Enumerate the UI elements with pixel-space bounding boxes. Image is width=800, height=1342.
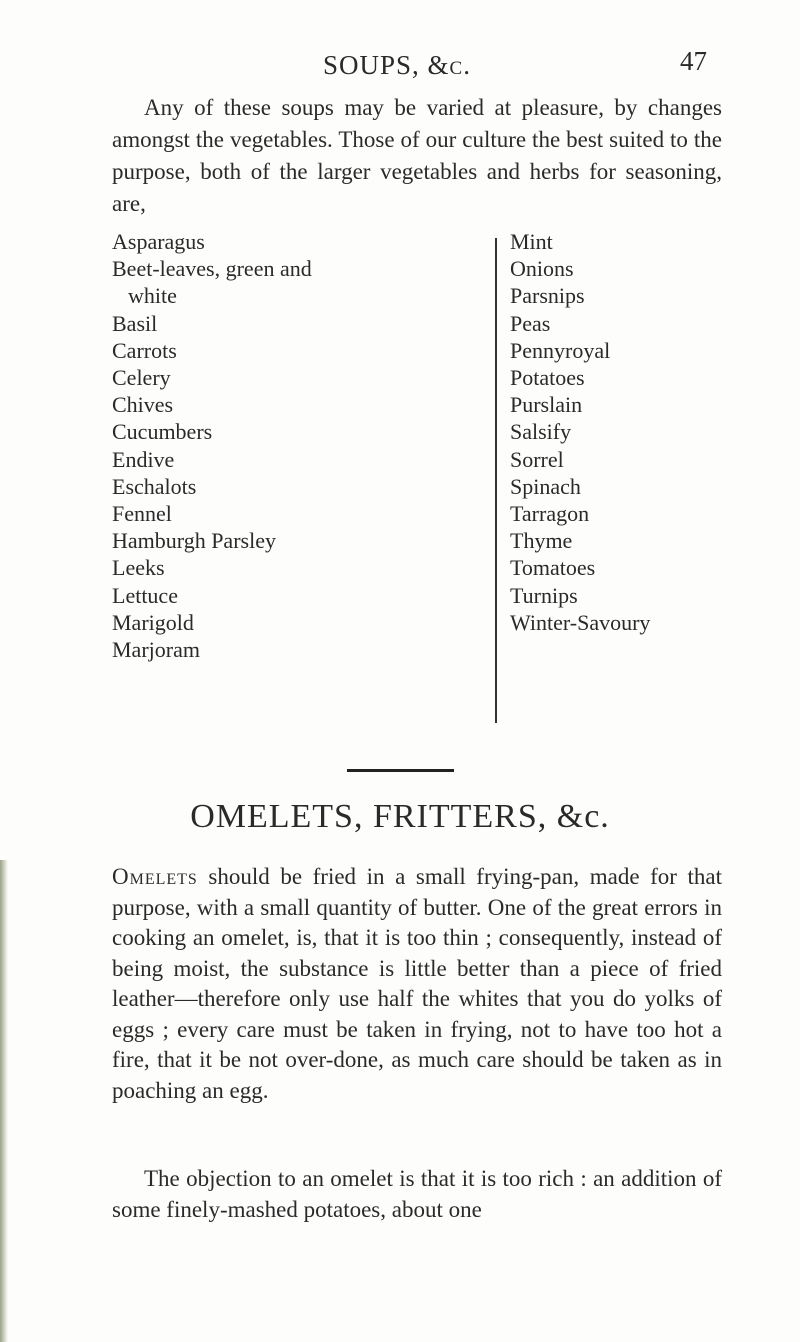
list-item: Pennyroyal xyxy=(510,337,611,363)
list-item: Asparagus xyxy=(112,229,205,254)
list-item: Lettuce xyxy=(112,582,178,608)
section-heading: OMELETS, FRITTERS, &c. xyxy=(190,798,610,835)
list-item: Marigold xyxy=(112,609,194,635)
list-item: Fennel xyxy=(112,501,172,527)
list-item: Tomatoes xyxy=(510,555,596,581)
omelets-paragraph-2: The objection to an omelet is that it is too rich : an addition of some finely-mashed potatoes, about one xyxy=(112,1166,722,1222)
list-item: Eschalots xyxy=(112,473,197,499)
list-item: Peas xyxy=(510,310,551,336)
list-item: Basil xyxy=(112,310,158,336)
list-item: Cucumbers xyxy=(112,419,213,445)
list-item: white xyxy=(128,283,177,309)
running-title: SOUPS, &c. xyxy=(323,50,471,80)
list-item: Chives xyxy=(112,392,174,418)
column-divider xyxy=(495,238,497,723)
page-number: 47 xyxy=(680,46,707,76)
running-head xyxy=(0,44,800,84)
paragraph-1-text: should be fried in a small frying-pan, made for that purpose, with a small quantity of butter. One of the great errors in cooking an omelet, is, that it is too thin ; consequently, instead of being moist, the substance is little better than a piece of fried leather—therefore only use half the whites that you do yolks of eggs ; every care must be taken in frying, not to have too hot a fire, that it be not over-done, as much care should be taken as in poaching an egg. xyxy=(112,864,722,1103)
vegetable-list-left xyxy=(112,228,362,663)
intro-paragraph: Any of these soups may be varied at pleasure, by changes amongst the vegetables. Those of our culture the best suited to the purpose, both of the larger vegetables and herbs for seasoning, are, xyxy=(112,95,722,216)
list-item: Onions xyxy=(510,256,574,282)
list-item: Leeks xyxy=(112,555,165,581)
list-item: Celery xyxy=(112,365,171,391)
list-item: Endive xyxy=(112,446,175,472)
lead-word: Omelets xyxy=(112,864,198,889)
list-item: Hamburgh Parsley xyxy=(112,528,276,554)
list-item: Salsify xyxy=(510,419,572,445)
vegetable-list-right xyxy=(510,228,750,636)
page-edge-shadow xyxy=(0,860,8,1342)
section-rule xyxy=(347,769,454,772)
list-item: Turnips xyxy=(510,582,578,608)
omelets-paragraph-1 xyxy=(112,862,722,1106)
list-item: Beet-leaves, green and xyxy=(112,256,312,282)
list-item: Tarragon xyxy=(510,501,590,527)
list-item: Winter-Savoury xyxy=(510,609,651,635)
list-item: Thyme xyxy=(510,528,573,554)
list-item: Sorrel xyxy=(510,446,564,472)
list-item: Carrots xyxy=(112,337,177,363)
list-item: Potatoes xyxy=(510,365,585,391)
list-item: Parsnips xyxy=(510,283,585,309)
list-item: Mint xyxy=(510,229,553,254)
vegetable-list xyxy=(112,228,732,728)
list-item: Purslain xyxy=(510,392,583,418)
list-item: Spinach xyxy=(510,473,581,499)
list-item: Marjoram xyxy=(112,637,200,663)
